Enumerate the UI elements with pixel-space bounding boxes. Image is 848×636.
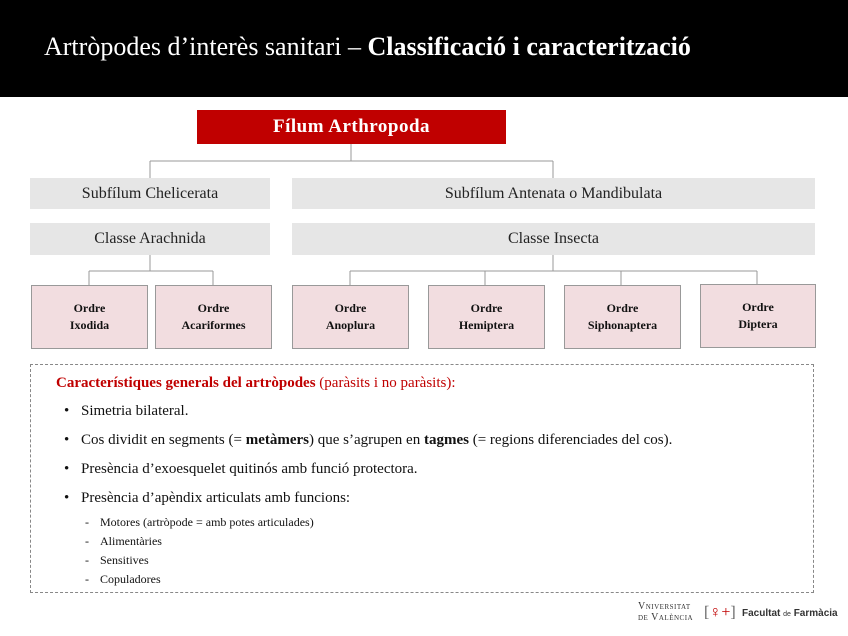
list-item: • Presència d’exoesquelet quitinós amb funció protectora. [61, 461, 801, 478]
university-logo [638, 600, 838, 628]
subphylum-antenata-box: Subfílum Antenata o Mandibulata [292, 178, 815, 209]
characteristics-box [30, 364, 814, 593]
list-item: • Presència d’apèndix articulats amb funcions: [61, 490, 801, 507]
sub-list-item: - Motores (artròpode = amb potes articulades) [61, 513, 801, 532]
sub-list [61, 513, 801, 589]
order-ixodida-box: Ordre Ixodida [31, 285, 148, 349]
list-item: • Simetria bilateral. [61, 403, 801, 420]
order-siphonaptera-box: Ordre Siphonaptera [564, 285, 681, 349]
order-anoplura-box: Ordre Anoplura [292, 285, 409, 349]
university-name: Vniversitat de València [638, 601, 694, 623]
faculty-name: Facultat de Farmàcia [742, 608, 838, 619]
sub-list-item: - Copuladores [61, 570, 801, 589]
order-acariformes-box: Ordre Acariformes [155, 285, 272, 349]
slide-title: Artròpodes d’interès sanitari – Classificació i caracterització [44, 32, 691, 61]
subphylum-chelicerata-box: Subfílum Chelicerata [30, 178, 270, 209]
class-insecta-box: Classe Insecta [292, 223, 815, 255]
characteristics-list [61, 403, 801, 589]
phylum-box: Fílum Arthropoda [197, 110, 506, 144]
sub-list-item: - Alimentàries [61, 532, 801, 551]
order-diptera-box: Ordre Diptera [700, 284, 816, 348]
faculty-emblem-icon: [♀+] [704, 604, 736, 621]
sub-list-item: - Sensitives [61, 551, 801, 570]
list-item: • Cos dividit en segments (= metàmers) que s’agrupen en tagmes (= regions diferenciades del cos). [61, 432, 801, 449]
order-hemiptera-box: Ordre Hemiptera [428, 285, 545, 349]
class-arachnida-box: Classe Arachnida [30, 223, 270, 255]
characteristics-heading: Característiques generals del artròpodes (paràsits i no paràsits): [56, 375, 456, 391]
